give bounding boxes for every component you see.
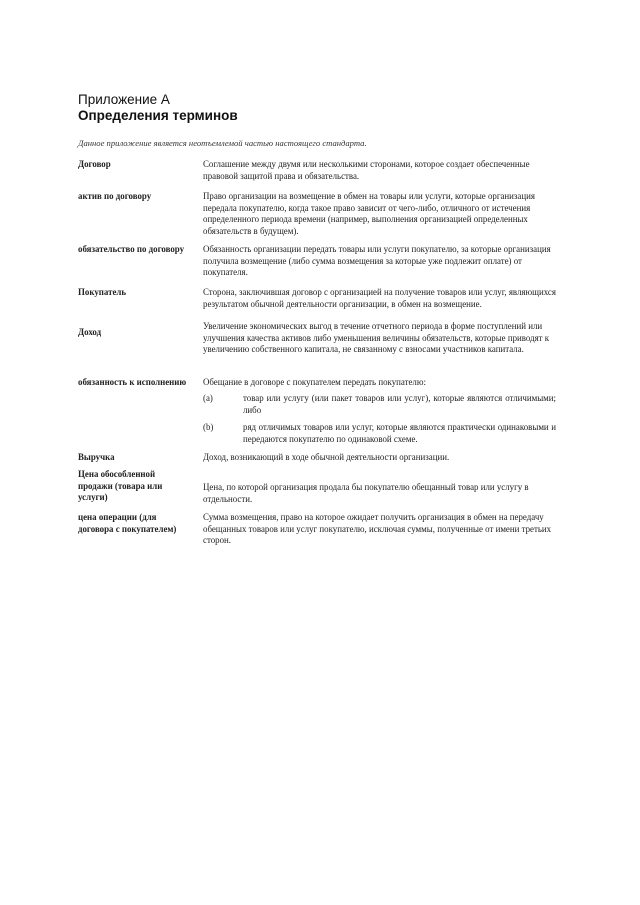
definition-income: Увеличение экономических выгод в течение отчетного периода в форме поступлений или улучшения качества активов либо уменьшения величины обязательств, которые приводят к увеличению собственного капитала, не связанному с взносами участников капитала. — [203, 321, 550, 355]
definition-transaction-price: Сумма возмещения, право на которое ожидает получить организация в обмен на передачу обещанных товаров или услуг покупателю, исключая суммы, полученные от имени третьих сторон. — [203, 512, 552, 546]
definition-contract: Соглашение между двумя или несколькими сторонами, которое создает обеспеченные правовой защитой права и обязательства. — [203, 159, 530, 181]
definition-revenue: Доход, возникающий в ходе обычной деятельности организации. — [203, 452, 450, 462]
appendix-heading — [78, 92, 238, 124]
definition-customer: Сторона, заключившая договор с организацией на получение товаров или услуг, являющихся результатом обычной деятельности организации, в обмен на возмещение. — [203, 287, 556, 309]
term-contract-liability: обязательство по договору — [78, 244, 185, 254]
term-standalone-selling-price: Цена обособленной продажи (товара или услуги) — [78, 469, 163, 503]
term-customer: Покупатель — [78, 287, 127, 297]
term-performance-obligation: обязанность к исполнению — [78, 377, 187, 387]
subitem-text-a: товар или услугу (или пакет товаров или услуг), которые являются отличимыми; либо — [243, 393, 556, 415]
definition-performance-obligation: Обещание в договоре с покупателем передать покупателю: — [203, 377, 426, 387]
appendix-title: Приложение А — [78, 92, 170, 107]
term-contract-asset: актив по договору — [78, 191, 152, 201]
term-transaction-price: цена операции (для договора с покупателем) — [78, 512, 177, 534]
definition-contract-asset: Право организации на возмещение в обмен на товары или услуги, которые организация передала покупателю, когда такое право зависит от чего-либо, отличного от истечения определенного периода времени (например, выполнения организацией определенных обязательств в будущем). — [203, 191, 535, 236]
subitem-marker-b: (b) — [203, 422, 214, 432]
subitem-text-b: ряд отличимых товаров или услуг, которые являются практически одинаковыми и передаются покупателю по одинаковой схеме. — [243, 422, 556, 444]
definition-standalone-selling-price: Цена, по которой организация продала бы покупателю обещанный товар или услугу в отдельности. — [203, 482, 529, 504]
intro-note: Данное приложение является неотъемлемой частью настоящего стандарта. — [78, 138, 367, 148]
subitem-marker-a: (а) — [203, 393, 213, 403]
appendix-subtitle: Определения терминов — [78, 108, 238, 123]
term-income: Доход — [78, 327, 102, 337]
definition-contract-liability: Обязанность организации передать товары или услуги покупателю, за которые организация получила возмещение (либо сумма возмещения за которые уже подлежит оплате) от покупателя. — [203, 244, 551, 278]
term-revenue: Выручка — [78, 452, 115, 462]
term-contract: Договор — [78, 159, 111, 169]
